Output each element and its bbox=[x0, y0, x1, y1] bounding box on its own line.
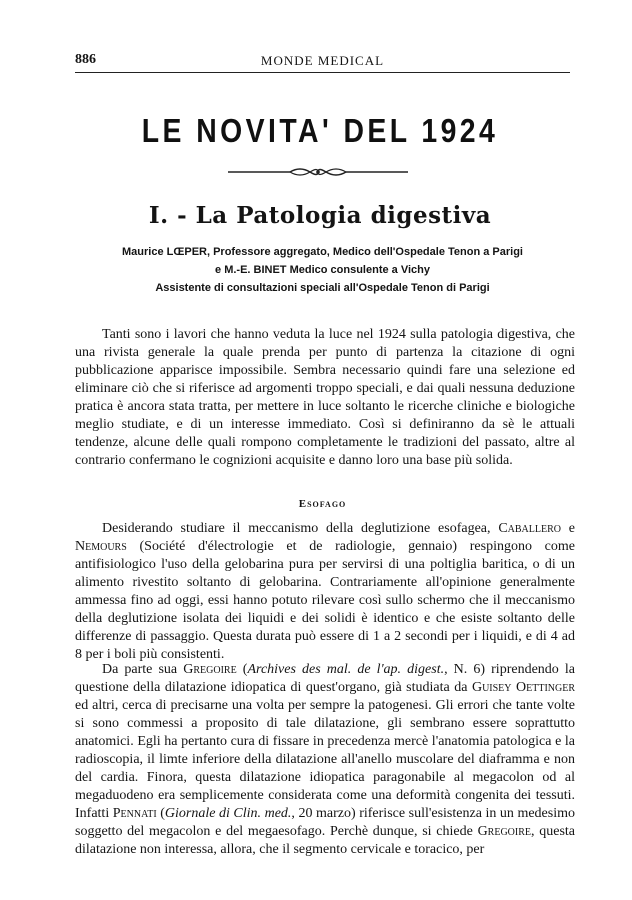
text-run: ( bbox=[236, 662, 248, 677]
text-run: (Société d'électrologie et de radiologie, gennaio) respingono come antifisiologico l'uso della gelobarina pura per servirsi di una poltiglia baritica, o di un alimento rivestito soltanto di gelobarina. Contrariamente all'opinione generalmente ammessa fino ad oggi, essi hanno potuto rilevare così sullo schermo che il meccanismo della deglutizione isolata dei liquidi e dei solidi è identico e che esiste soltanto delle differenze di passaggio. Questa durata può essere di 1 a 2 secondi per i liquidi, e di 4 ad 8 per i boli più consistenti. bbox=[75, 539, 575, 662]
article-title: LE NOVITA' DEL 1924 bbox=[141, 112, 499, 149]
author-name: Nemours bbox=[75, 539, 127, 554]
text-run: e bbox=[560, 521, 575, 536]
ornament-divider-icon bbox=[228, 166, 408, 178]
text-run: ( bbox=[156, 806, 165, 821]
author-name: Gregoire bbox=[183, 662, 237, 677]
author-line-2: e M.-E. BINET Medico consulente a Vichy bbox=[215, 264, 430, 276]
subheading-esofago bbox=[75, 498, 570, 510]
text-run: , questa dilatazione non interessa, allora, che il segmento cervicale e toracico, per bbox=[75, 824, 576, 857]
text-run: ed altri, cerca di precisarne una volta per sempre la patogenesi. Gli errori che tante volte si sono commessi a proposito di tale dilatazione, gli sembrano essere soprattutto anatomici. Egli ha pertanto cura di fissare in precedenza mercè l'anatomia patologica e la radioscopia, il limte inferiore della dilatazione all'anello muscolare del diaframma e non del cardia. Finora, questa dilatazione idiopatica paragonabile al megacolon od al megaduodeno era semplicemente considerata come una deformità congenita dei tessuti. Infatti bbox=[75, 698, 575, 821]
section-title: I. - La Patologia digestiva bbox=[148, 202, 492, 229]
author-name: Guisey Oettinger bbox=[471, 680, 575, 695]
author-name: Pennati bbox=[112, 806, 157, 821]
paragraph-gregoire bbox=[75, 661, 575, 859]
journal-citation: Archives des mal. de l'ap. digest. bbox=[247, 662, 445, 677]
text-run: , N. 6) riprendendo la questione della dilatazione idiopatica di quest'organo, già studiata da bbox=[75, 662, 575, 695]
running-title: MONDE MEDICAL bbox=[260, 53, 385, 68]
paragraph-deglutition bbox=[75, 520, 575, 664]
author-line-1: Maurice LŒPER, Professore aggregato, Medico dell'Ospedale Tenon a Parigi bbox=[122, 246, 523, 258]
author-name: Caballero bbox=[498, 521, 561, 536]
subheading-text: Esofago bbox=[298, 498, 347, 510]
page-number: 886 bbox=[75, 52, 96, 67]
running-header bbox=[75, 50, 570, 73]
author-name: Gregoire bbox=[477, 824, 532, 839]
text-run: Da parte sua bbox=[102, 662, 184, 677]
author-affiliation: Assistente di consultazioni speciali all'Ospedale Tenon di Parigi bbox=[155, 282, 490, 294]
text-run: Desiderando studiare il meccanismo della deglutizione esofagea, bbox=[102, 521, 499, 536]
journal-citation: Giornale di Clin. med. bbox=[164, 806, 292, 821]
text-run: , 20 marzo) riferisce sull'esistenza in un medesimo soggetto del megacolon e del megaesofago. Perchè dunque, si chiede bbox=[75, 806, 575, 839]
intro-paragraph: Tanti sono i lavori che hanno veduta la luce nel 1924 sulla patologia digestiva, che una rivista generale la quale prenda per punto di partenza la citazione di ogni pubblicazione apparisce impossibile. Sembra necessario quindi fare una selezione ed eliminare ciò che si riferisce ad argomenti troppo speciali, e dai quali nessuna deduzione pratica è ancora stata tratta, per mettere in luce soltanto le ricerche cliniche e biologiche meglio studiate, e di un interesse immediato. Così si definiranno da sè le attuali tendenze, alcune delle quali rompono completamente le tradizioni del passato, altre al contrario confermano le cognizioni acquisite e danno loro una base più solida. bbox=[75, 327, 575, 468]
